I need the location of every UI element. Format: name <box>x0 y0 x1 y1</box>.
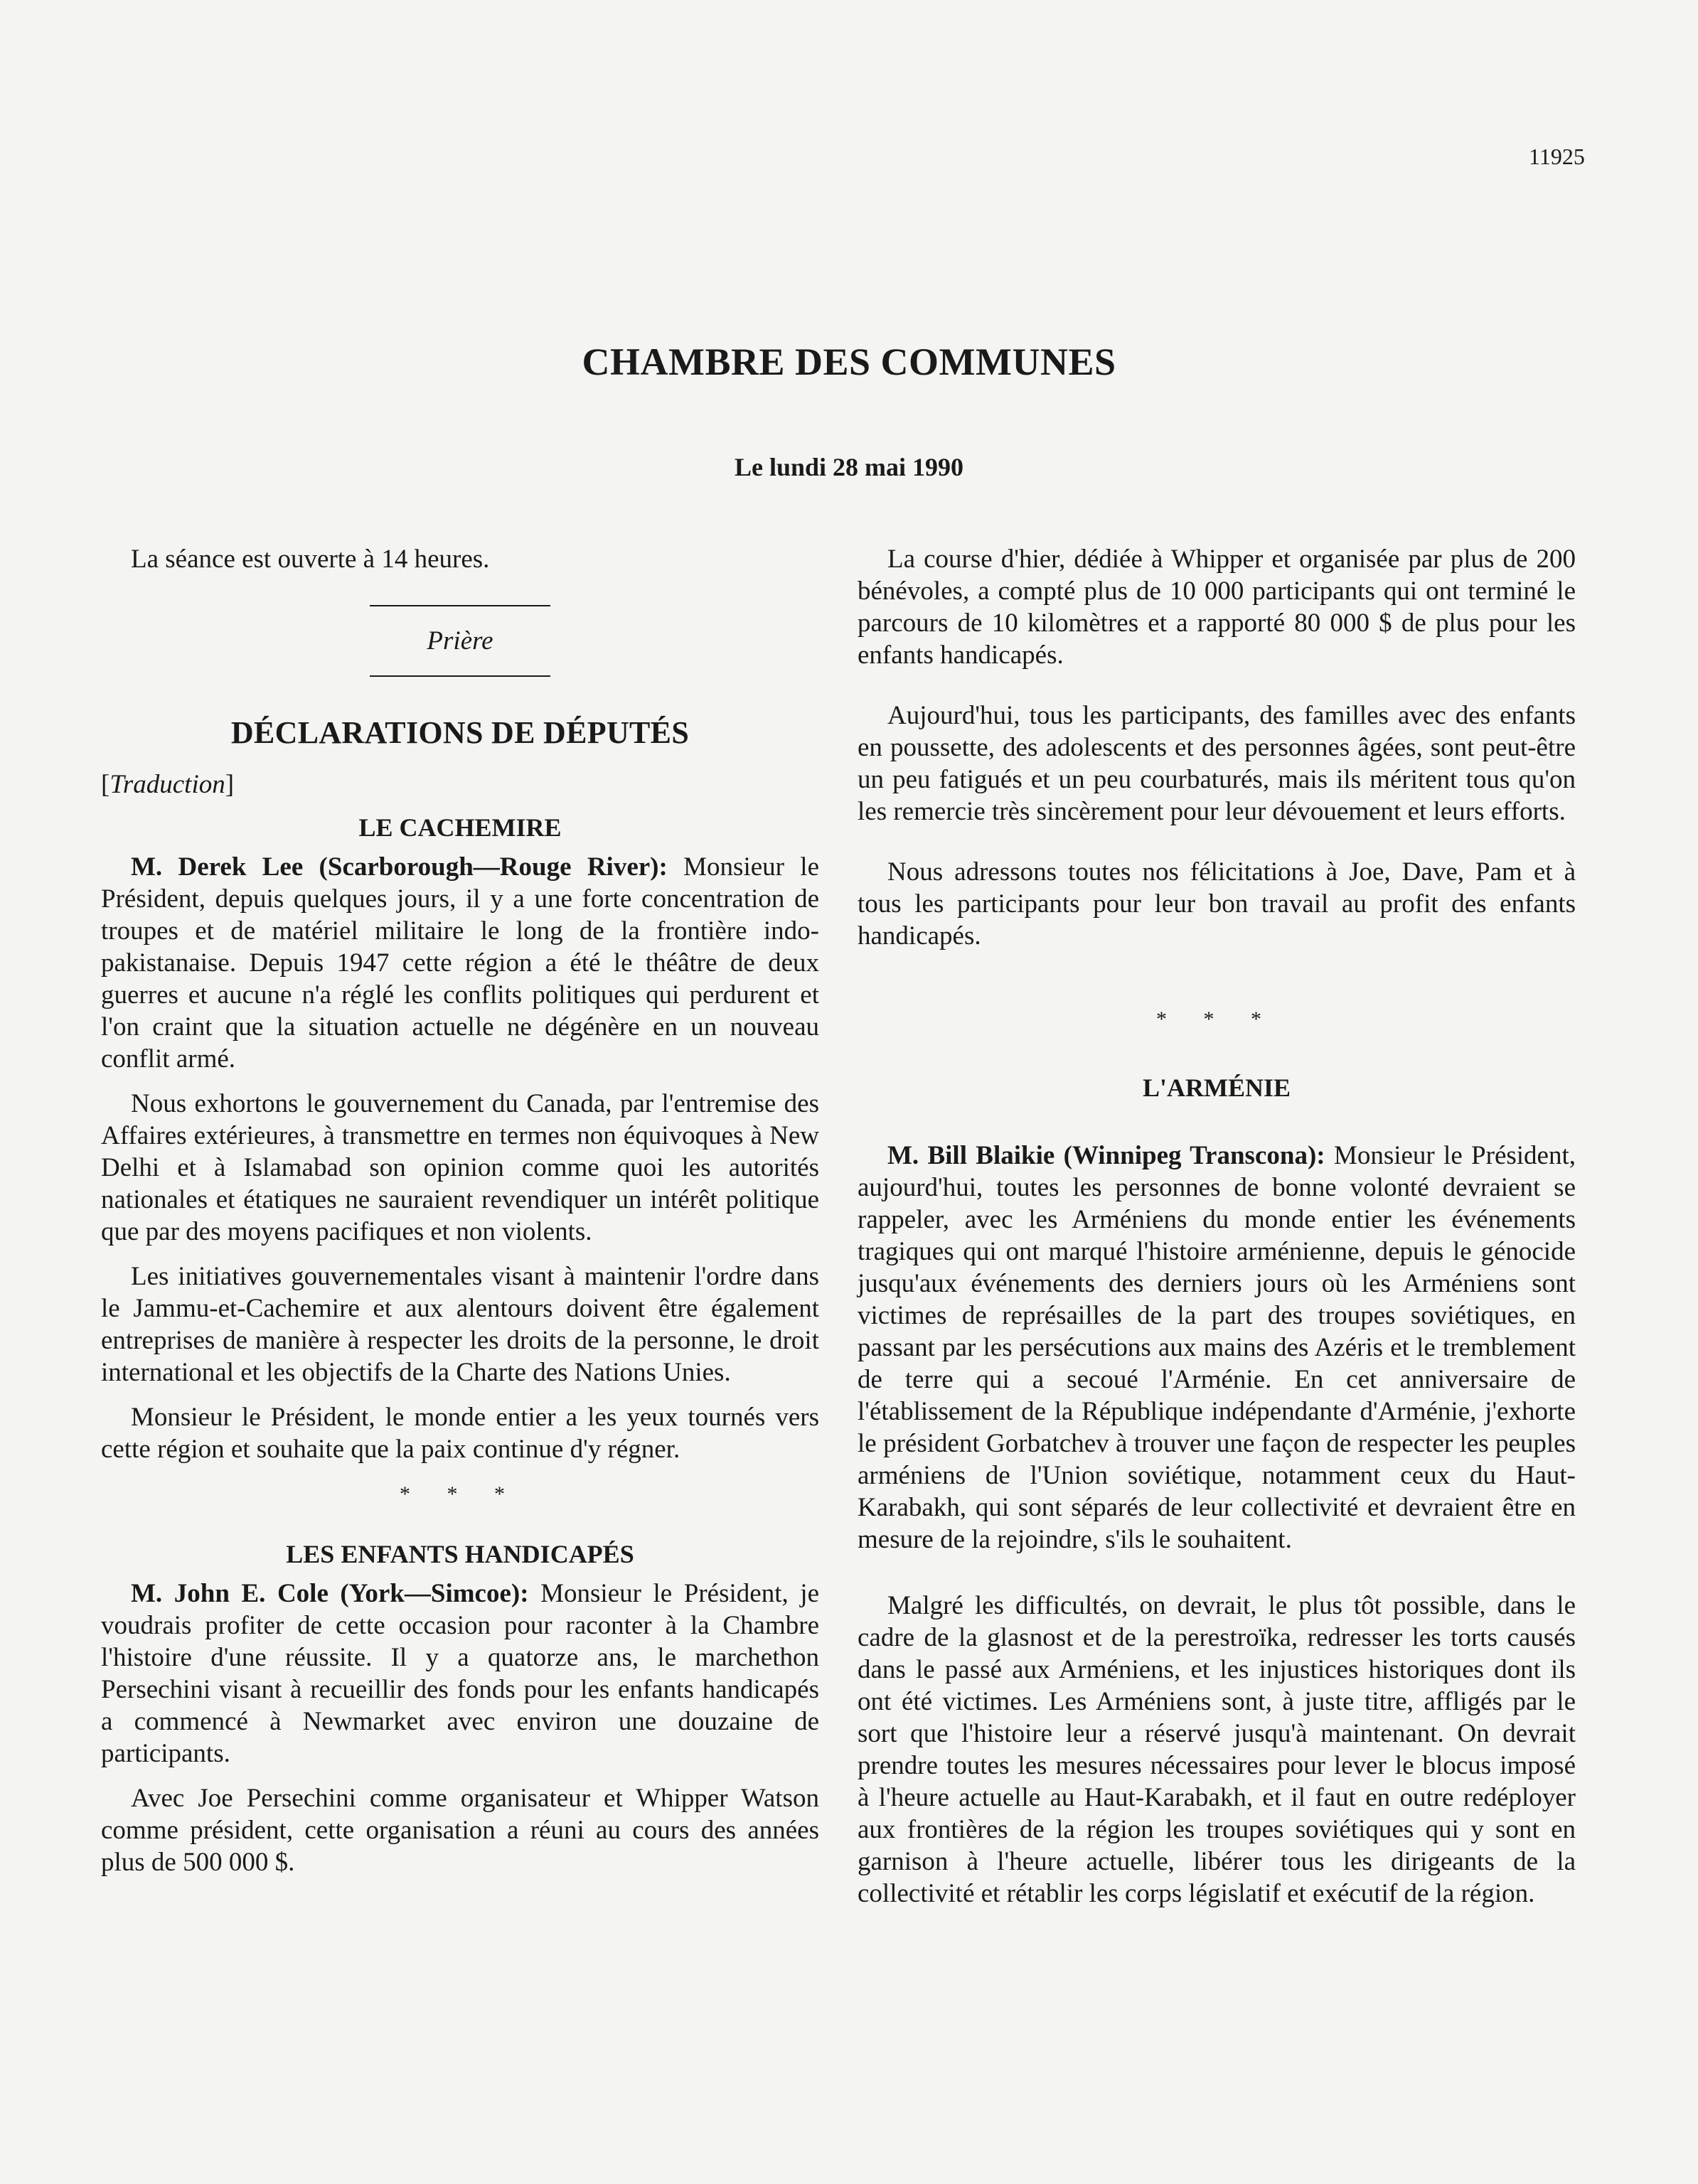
statement-paragraph <box>101 1578 819 1770</box>
paragraph: La course d'hier, dédiée à Whipper et organisée par plus de 200 bénévoles, a compté plus de 10 000 participants qui ont terminé le parcours de 10 kilomètres et a rapporté 80 000 $ de plus pour les enfants handicapés. <box>858 545 1576 670</box>
statement-paragraph <box>101 851 819 1075</box>
paragraph-text: Monsieur le Président, je voudrais profiter de cette occasion pour raconter à la Chambre l'histoire d'une réussite. Il y a quatorze ans, le marchethon Persechini visant à recueillir des fonds pour les enfants handicapés a commencé à Newmarket avec environ une douzaine de participants. <box>101 1579 819 1768</box>
paragraph-text: Monsieur le Président, aujourd'hui, toutes les personnes de bonne volonté devraient se rappeler, avec les Arméniens du monde entier les événements tragiques qui ont marqué l'histoire arménienne, depuis le génocide jusqu'aux événements des derniers jours où les Arméniens sont victimes de représailles de la part des troupes soviétiques, en passant par les persécutions aux mains des Azéris et le tremblement de terre qui a secoué l'Arménie. En cet anniversaire de l'établissement de la République indépendante d'Arménie, j'exhorte le président Gorbatchev à trouver une façon de respecter les peuples arméniens de l'Union soviétique, notamment ceux du Haut-Karabakh, qui sont séparés de leur collectivité et devraient être en mesure de la rejoindre, s'ils le souhaitent. <box>858 1141 1576 1554</box>
paragraph: Nous adressons toutes nos félicitations à Joe, Dave, Pam et à tous les participants pour leur bon travail au profit des enfants handicapés. <box>858 857 1576 951</box>
prayer-label: Prière <box>427 626 493 655</box>
paragraph: Avec Joe Persechini comme organisateur et Whipper Watson comme président, cette organisation a réuni au cours des années plus de 500 000 $. <box>101 1784 819 1877</box>
paragraph: Malgré les difficultés, on devrait, le plus tôt possible, dans le cadre de la glasnost et de la perestroïka, redresser les torts causés dans le passé aux Arméniens, et les injustices historiques dont ils ont été victimes. Les Arméniens sont, à juste titre, affligés par le sort que l'histoire leur a réservé jusqu'à maintenant. On devrait prendre toutes les mesures nécessaires pour lever le blocus imposé à l'heure actuelle au Haut-Karabakh, et il faut en outre redéployer aux frontières de la région les troupes soviétiques qui y sont en garnison à l'heure actuelle, libérer tous les dirigeants de la collectivité et rétablir les corps législatif et exécutif de la région. <box>858 1591 1576 1908</box>
speaker-name: M. Bill Blaikie (Winnipeg Transcona): <box>887 1141 1325 1170</box>
paragraph-text: Monsieur le Président, depuis quelques jours, il y a une forte concentration de troupes et de matériel militaire le long de la frontière indo-pakistanaise. Depuis 1947 cette région a été le théâtre de deux guerres et aucune n'a réglé les conflits politiques qui perdurent et l'on craint que la situation actuelle ne dégénère en un nouveau conflit armé. <box>101 852 820 1074</box>
paragraph: Les initiatives gouvernementales visant à maintenir l'ordre dans le Jammu-et-Cachemire et aux alentours doivent être également entreprises de manière à respecter les droits de la personne, le droit international et les objectifs de la Charte des Nations Unies. <box>101 1262 819 1387</box>
translation-label: Traduction <box>110 770 225 799</box>
speaker-name: M. Derek Lee (Scarborough—Rouge River): <box>131 852 668 882</box>
right-column <box>858 543 1576 1922</box>
divider-rule <box>370 605 550 606</box>
paragraph: Nous exhortons le gouvernement du Canada, par l'entremise des Affaires extérieures, à transmettre en termes non équivoques à New Delhi et à Islamabad son opinion comme quoi les autorités nationales et étatiques ne sauraient revendiquer un intérêt politique que par des moyens pacifiques et non violents. <box>101 1089 819 1246</box>
section-separator: * * * <box>1156 1007 1277 1031</box>
paragraph: Aujourd'hui, tous les participants, des familles avec des enfants en poussette, des adolescents et des personnes âgées, sont peut-être un peu fatigués et un peu courbaturés, mais ils méritent tous qu'on les remercie très sincèrement pour leur dévouement et leurs efforts. <box>858 701 1576 826</box>
divider-rule <box>370 675 550 677</box>
paragraph: Monsieur le Président, le monde entier a les yeux tournés vers cette région et souhaite que la paix continue d'y régner. <box>101 1403 819 1464</box>
sitting-date: Le lundi 28 mai 1990 <box>734 453 964 481</box>
subject-heading-children: LES ENFANTS HANDICAPÉS <box>286 1540 634 1568</box>
statement-paragraph <box>858 1140 1576 1556</box>
opening-line: La séance est ouverte à 14 heures. <box>131 545 490 574</box>
section-heading: DÉCLARATIONS DE DÉPUTÉS <box>230 715 690 750</box>
subject-heading-kashmir: LE CACHEMIRE <box>358 813 562 842</box>
section-separator: * * * <box>400 1482 520 1506</box>
translation-note: [Traduction] <box>101 770 235 799</box>
page-number: 11925 <box>1529 144 1585 169</box>
subject-heading-armenia: L'ARMÉNIE <box>1142 1074 1291 1102</box>
speaker-name: M. John E. Cole (York—Simcoe): <box>131 1579 529 1608</box>
page-title: CHAMBRE DES COMMUNES <box>582 341 1116 383</box>
left-column <box>101 543 819 1891</box>
